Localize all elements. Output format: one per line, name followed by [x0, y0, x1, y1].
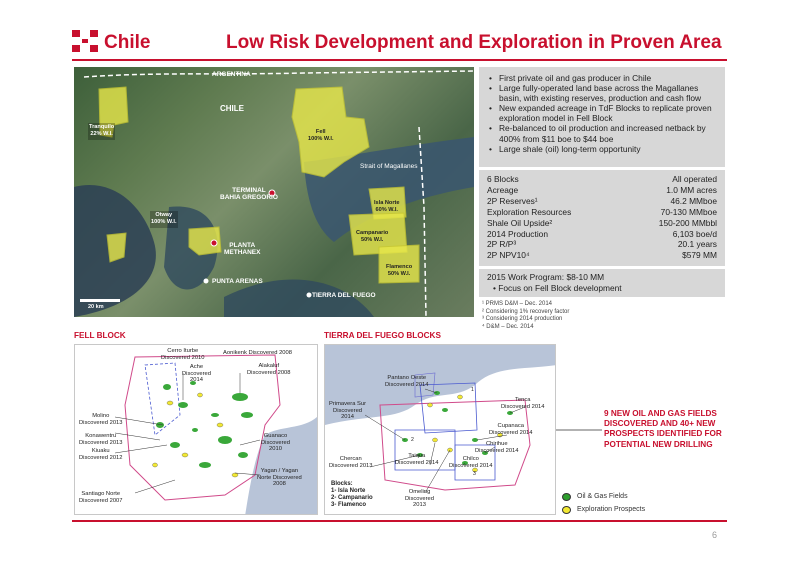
stat-label: Exploration Resources: [487, 206, 572, 217]
blocks-key-item: 1- Isla Norte: [331, 488, 366, 494]
highlight-item: • Large shale (oil) long-term opportunity: [489, 144, 717, 154]
stat-row: [487, 196, 717, 207]
block-label-otway: Otway 100% W.I.: [150, 211, 178, 228]
work-program-title: 2015 Work Program: $8-10 MM: [487, 272, 605, 282]
field-santiago-norte: Santiago Norte Discovered 2007: [79, 491, 123, 504]
highlight-item: • New expanded acreage in TdF Blocks to replicate proven exploration model in Fell Block: [489, 103, 717, 123]
block-number-3: 3: [473, 471, 476, 477]
stat-row: [487, 218, 717, 229]
blocks-key-title: Blocks:: [331, 481, 353, 487]
oil-gas-field-icon: [562, 493, 571, 501]
field-chercan: Chercan Discovered 2013: [329, 456, 373, 469]
stat-row: [487, 185, 717, 196]
tdf-blocks-label: TIERRA DEL FUEGO BLOCKS: [324, 331, 441, 340]
stat-label: Shale Oil Upside²: [487, 217, 553, 228]
stat-value: 150-200 MMbbl: [658, 217, 717, 228]
stat-row: [487, 229, 717, 240]
legend-label: Exploration Prospects: [577, 506, 646, 513]
field-cerro-iturbe: Cerro Iturbe Discovered 2010: [161, 348, 205, 361]
block-label-isla-norte: Isla Norte 60% W.I.: [374, 200, 400, 214]
stat-label: 2P Reserves¹: [487, 195, 538, 206]
stat-label: Acreage: [487, 184, 519, 195]
block-label-fell: Fell 100% W.I.: [308, 129, 334, 143]
field-taiqua: Taiqua Discovered 2014: [395, 453, 439, 466]
magallanes-map: [74, 67, 474, 317]
country-title: Chile: [104, 32, 151, 53]
field-ache: Ache Discovered 2014: [182, 364, 211, 384]
work-program-panel: [479, 269, 725, 297]
blocks-key-item: 2- Campanario: [331, 495, 373, 501]
company-logo-icon: [72, 30, 98, 52]
field-cupanaca: Cupanaca Discovered 2014: [489, 423, 533, 436]
field-chirihue: Chirihue Discovered 2014: [475, 441, 519, 454]
footer-divider: [72, 520, 727, 522]
highlight-item: • First private oil and gas producer in Chile: [489, 73, 717, 83]
field-primavera-sur: Primavera Sur Discovered 2014: [329, 401, 367, 421]
block-label-tranquilo: Tranquilo 22% W.I.: [88, 123, 115, 140]
map-label-chile: CHILE: [220, 104, 244, 113]
field-molino: Molino Discovered 2013: [79, 413, 123, 426]
footnote: ¹ PRMS D&M – Dec. 2014: [482, 301, 553, 307]
stat-label: 2P R/P³: [487, 239, 517, 250]
fell-block-label: FELL BLOCK: [74, 331, 126, 340]
field-konawentru: Konawentru Discovered 2013: [79, 433, 123, 446]
key-stats-panel: [479, 170, 725, 266]
field-yagan: Yagan / Yagan Norte Discovered 2008: [257, 468, 302, 488]
map-label-planta: PLANTA METHANEX: [224, 242, 261, 257]
field-aonikenk: Aonikenk Discovered 2008: [223, 350, 292, 356]
stat-label: 2P NPV10⁴: [487, 250, 530, 261]
field-tenca: Tenca Discovered 2014: [501, 397, 545, 410]
block-number-1: 1: [471, 387, 474, 393]
field-chilco: Chilco Discovered 2014: [449, 456, 493, 469]
work-program-item: • Focus on Fell Block development: [493, 282, 622, 293]
block-number-2: 2: [411, 437, 414, 443]
blocks-key-item: 3- Flamenco: [331, 502, 367, 508]
highlight-item: • Re-balanced to oil production and increased netback by 400% from $11 boe to $44 boe: [489, 123, 717, 143]
blocks-key: [331, 481, 373, 509]
stat-value: 20.1 years: [677, 239, 717, 250]
field-alakaluf: Alakaluf Discovered 2008: [247, 363, 291, 376]
fell-block-map: [74, 344, 318, 515]
work-program-item-text: Focus on Fell Block development: [498, 282, 622, 293]
field-kiuaku: Kiuaku Discovered 2012: [79, 448, 123, 461]
footnote: ⁴ D&M – Dec. 2014: [482, 323, 534, 330]
highlight-item: • Large fully-operated land base across the Magallanes basin, with existing reserves, production and cash flow: [489, 83, 717, 103]
header-divider: [72, 59, 727, 61]
map-legend: [562, 490, 645, 516]
legend-label: Oil & Gas Fields: [577, 493, 628, 500]
map-label-argentina: ARGENTINA: [212, 71, 251, 78]
stat-label: 2014 Production: [487, 228, 548, 239]
map-label-tierra-del-fuego: TIERRA DEL FUEGO: [312, 292, 376, 299]
field-omeling: Omeling Discovered 2013: [405, 489, 434, 509]
footnote: ³ Considering 2014 production: [482, 316, 563, 323]
field-pantano-oeste: Pantano Oeste Discovered 2014: [385, 375, 429, 388]
map-label-terminal: TERMINAL BAHIA GREGORIO: [220, 187, 278, 202]
stat-row: [487, 250, 717, 261]
callout-line: [556, 428, 602, 432]
discoveries-callout: 9 NEW OIL AND GAS FIELDS DISCOVERED AND 40+ NEW PROSPECTS IDENTIFIED FOR POTENTIAL NEW DRILLING: [604, 409, 722, 449]
footnotes: [482, 301, 569, 331]
stat-value: 1.0 MM acres: [666, 184, 717, 195]
stat-value: 6,103 boe/d: [672, 228, 717, 239]
stat-value: All operated: [672, 174, 717, 184]
stat-value: 70-130 MMboe: [660, 206, 717, 217]
map-scale-label: 20 km: [88, 304, 104, 310]
footnote: ² Considering 1% recovery factor: [482, 308, 570, 315]
legend-item: [562, 503, 645, 516]
stat-label: 6 Blocks: [487, 174, 519, 184]
map-label-punta-arenas: PUNTA ARENAS: [212, 278, 263, 285]
stat-value: 46.2 MMboe: [670, 195, 717, 206]
stat-row: [487, 174, 717, 185]
stat-row: [487, 207, 717, 218]
field-guanaco: Guanaco Discovered 2010: [261, 433, 290, 453]
stat-value: $579 MM: [682, 250, 717, 261]
exploration-prospect-icon: [562, 506, 571, 514]
block-label-campanario: Campanario 50% W.I.: [356, 230, 389, 244]
stat-row: [487, 239, 717, 250]
legend-item: [562, 490, 645, 503]
map-label-strait: Strait of Magallanes: [360, 163, 418, 170]
tdf-blocks-map: [324, 344, 556, 515]
page-number: 6: [712, 530, 718, 540]
highlights-panel: [479, 67, 725, 167]
slide-title: Low Risk Development and Exploration in Proven Area: [226, 32, 722, 53]
block-label-flamenco: Flamenco 50% W.I.: [386, 264, 413, 278]
